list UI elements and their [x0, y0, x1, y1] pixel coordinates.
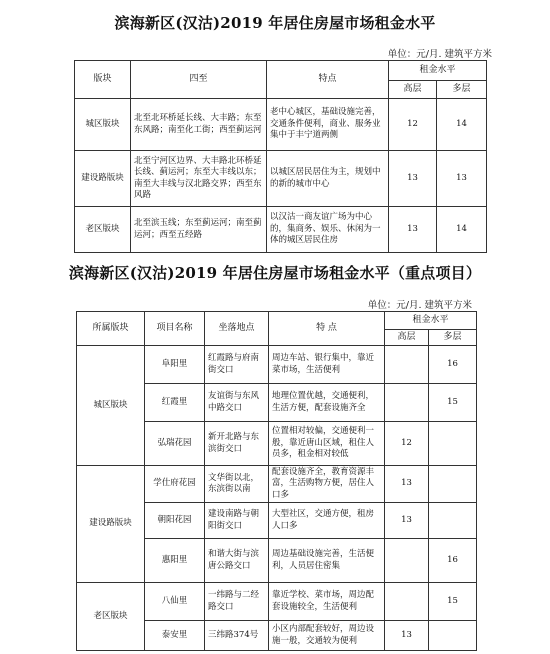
location-cell: 新开北路与东滨街交口: [205, 422, 269, 466]
project-cell: 八仙里: [145, 583, 205, 621]
header-features: 特 点: [269, 312, 385, 346]
project-cell: 阜阳里: [145, 346, 205, 384]
features-cell: 周边基础设施完善，生活便利，人员居住密集: [269, 539, 385, 583]
multi-cell: [429, 422, 477, 466]
bounds-cell: 北至宁河区边界、大丰路北环桥延长线、蓟运河；东至大丰线以东；南至大丰线与汉北路交界；西至东风路: [131, 151, 267, 207]
features-cell: 大型社区，交通方便，租房人口多: [269, 503, 385, 539]
header-block: 所属版块: [77, 312, 145, 346]
header-multi: 多层: [437, 81, 487, 99]
project-cell: 朝阳花园: [145, 503, 205, 539]
features-cell: 靠近学校、菜市场，周边配套设施较全，生活便利: [269, 583, 385, 621]
project-cell: 泰安里: [145, 621, 205, 651]
location-cell: 友谊街与东风中路交口: [205, 384, 269, 422]
table-row: [77, 583, 477, 621]
high-cell: [385, 539, 429, 583]
high-cell: 13: [389, 151, 437, 207]
location-cell: 三纬路374号: [205, 621, 269, 651]
table-row: [75, 207, 487, 253]
multi-cell: [429, 621, 477, 651]
rent-table-2: [76, 311, 477, 651]
multi-cell: 16: [429, 346, 477, 384]
high-cell: [385, 384, 429, 422]
header-high: 高层: [389, 81, 437, 99]
location-cell: 一纬路与二经路交口: [205, 583, 269, 621]
features-cell: 老中心城区，基础设施完善，交通条件便利，商业、服务业集中于丰宁道两侧: [267, 99, 389, 151]
location-cell: 红霞路与府南街交口: [205, 346, 269, 384]
header-location: 坐落地点: [205, 312, 269, 346]
group-block-cell: 老区版块: [77, 583, 145, 651]
multi-cell: [429, 466, 477, 503]
header-block: 版块: [75, 61, 131, 99]
table1-title: 滨海新区(汉沽)2019 年居住房屋市场租金水平: [114, 14, 436, 32]
features-cell: 以城区居民居住为主，规划中的新的城市中心: [267, 151, 389, 207]
features-cell: 小区内部配套较好，周边设施一般，交通较为便利: [269, 621, 385, 651]
header-rent: 租金水平: [389, 61, 487, 81]
multi-cell: [429, 503, 477, 539]
high-cell: 13: [385, 466, 429, 503]
project-cell: 惠阳里: [145, 539, 205, 583]
group-block-cell: 建设路版块: [77, 466, 145, 583]
table-row: [75, 151, 487, 207]
header-multi: 多层: [429, 330, 477, 346]
table-row: [77, 346, 477, 384]
bounds-cell: 北至北环桥延长线、大丰路；东至东风路；南至化工街；西至蓟运河: [131, 99, 267, 151]
high-cell: 13: [385, 503, 429, 539]
multi-cell: 16: [429, 539, 477, 583]
high-cell: 12: [389, 99, 437, 151]
project-cell: 学仕府花园: [145, 466, 205, 503]
block-cell: 老区版块: [75, 207, 131, 253]
features-cell: 以汉沽一商友谊广场为中心的，集商务、娱乐、休闲为一体的城区居民住房: [267, 207, 389, 253]
table-row: [77, 466, 477, 503]
high-cell: [385, 346, 429, 384]
features-cell: 配套设施齐全，教育资源丰富，生活购物方便，居住人口多: [269, 466, 385, 503]
header-rent: 租金水平: [385, 312, 477, 330]
header-bounds: 四至: [131, 61, 267, 99]
location-cell: 文华街以北，东滨街以南: [205, 466, 269, 503]
table1-unit: 单位：元/月. 建筑平方米: [387, 49, 492, 60]
multi-cell: 15: [429, 384, 477, 422]
location-cell: 和谐大街与滨唐公路交口: [205, 539, 269, 583]
high-cell: 13: [389, 207, 437, 253]
features-cell: 位置相对较偏，交通便利一般，靠近唐山区域，租住人员多，租金相对较低: [269, 422, 385, 466]
header-high: 高层: [385, 330, 429, 346]
multi-cell: 15: [429, 583, 477, 621]
bounds-cell: 北至滨玉线；东至蓟运河；南至蓟运河；西至五经路: [131, 207, 267, 253]
features-cell: 周边车站、银行集中，靠近菜市场，生活便利: [269, 346, 385, 384]
multi-cell: 14: [437, 99, 487, 151]
header-features: 特点: [267, 61, 389, 99]
location-cell: 建设南路与朝阳街交口: [205, 503, 269, 539]
high-cell: 12: [385, 422, 429, 466]
table2-unit: 单位：元/月. 建筑平方米: [367, 300, 472, 311]
project-cell: 红霞里: [145, 384, 205, 422]
high-cell: 13: [385, 621, 429, 651]
project-cell: 弘瑞花园: [145, 422, 205, 466]
block-cell: 建设路版块: [75, 151, 131, 207]
header-project: 项目名称: [145, 312, 205, 346]
group-block-cell: 城区版块: [77, 346, 145, 466]
high-cell: [385, 583, 429, 621]
table-row: [75, 99, 487, 151]
multi-cell: 14: [437, 207, 487, 253]
block-cell: 城区版块: [75, 99, 131, 151]
rent-table-1: [74, 60, 487, 253]
multi-cell: 13: [437, 151, 487, 207]
features-cell: 地理位置优越，交通便利，生活方便，配套设施齐全: [269, 384, 385, 422]
table2-title: 滨海新区(汉沽)2019 年居住房屋市场租金水平（重点项目）: [68, 264, 482, 282]
